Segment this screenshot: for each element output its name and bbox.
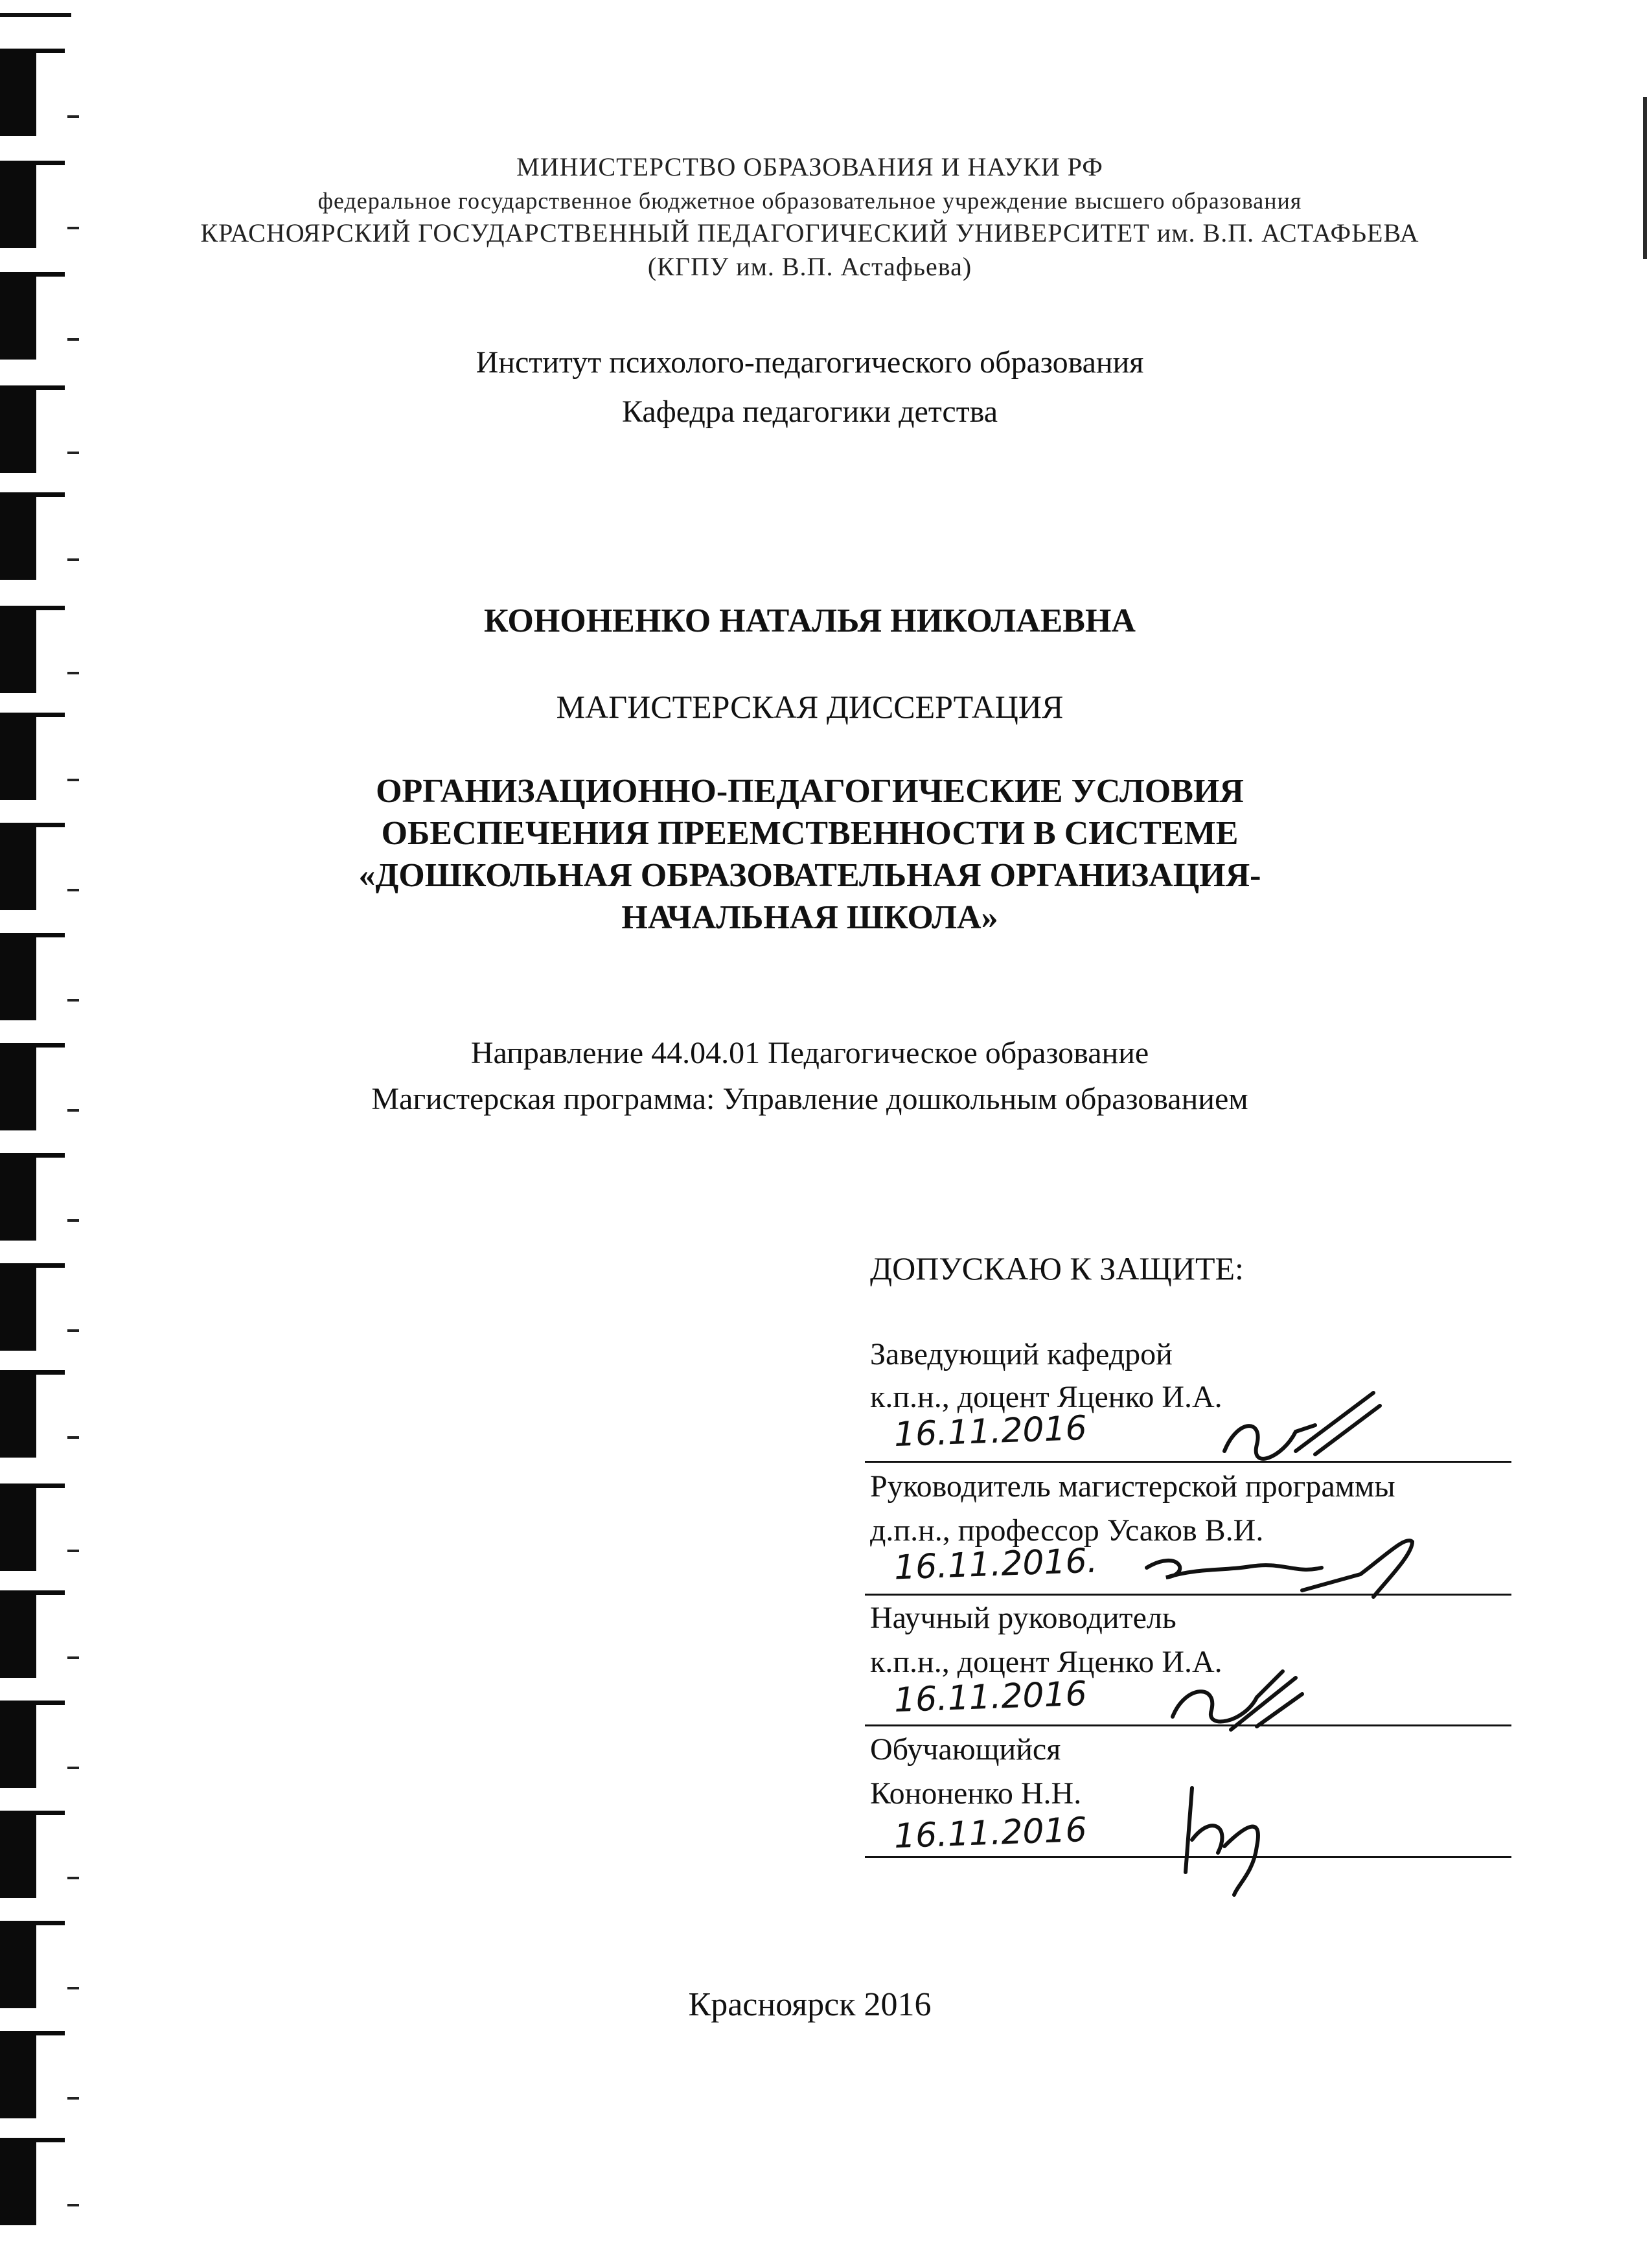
binding-mark: [0, 1590, 36, 1678]
binding-mark: [0, 1370, 36, 1458]
binding-mark: [0, 49, 36, 136]
binding-dash: [67, 1987, 79, 1989]
binding-mark: [0, 933, 36, 1020]
binding-mark: [0, 1811, 36, 1898]
binding-top-dash: [0, 13, 71, 17]
binding-mark: [0, 1153, 36, 1241]
binding-dash: [67, 1436, 79, 1439]
university-line: КРАСНОЯРСКИЙ ГОСУДАРСТВЕННЫЙ ПЕДАГОГИЧЕСКИЙ УНИВЕРСИТЕТ им. В.П. АСТАФЬЕВА: [200, 218, 1419, 247]
binding-dash: [67, 999, 79, 1002]
binding-mark: [0, 2138, 36, 2225]
binding-dash: [67, 1767, 79, 1769]
binding-mark: [0, 161, 36, 248]
work-type: МАГИСТЕРСКАЯ ДИССЕРТАЦИЯ: [556, 689, 1064, 725]
binding-dash: [67, 1219, 79, 1222]
binding-dash: [67, 2204, 79, 2206]
signatory-person: д.п.н., профессор Усаков В.И.: [870, 1513, 1264, 1548]
handwritten-date: 16.11.2016: [893, 1810, 1088, 1857]
signatory-person: Кононенко Н.Н.: [870, 1776, 1082, 1811]
binding-dash: [67, 1656, 79, 1659]
signature-icon: [1173, 1775, 1289, 1898]
binding-dash: [67, 452, 79, 454]
binding-dash: [67, 1109, 79, 1112]
binding-marks: [0, 0, 91, 2268]
author-name: КОНОНЕНКО НАТАЛЬЯ НИКОЛАЕВНА: [483, 602, 1136, 639]
chair-line: Кафедра педагогики детства: [621, 395, 998, 429]
handwritten-date: 16.11.2016: [893, 1674, 1088, 1721]
signatory-role: Заведующий кафедрой: [870, 1337, 1173, 1371]
binding-dash: [67, 1877, 79, 1879]
binding-mark: [0, 823, 36, 910]
signature-line: [865, 1856, 1511, 1858]
institute-line: Институт психолого-педагогического образования: [476, 345, 1144, 380]
signatory-role: Научный руководитель: [870, 1601, 1176, 1635]
thesis-title-line: ОРГАНИЗАЦИОННО-ПЕДАГОГИЧЕСКИЕ УСЛОВИЯ: [376, 773, 1244, 810]
binding-mark: [0, 385, 36, 473]
signature-icon: [1218, 1380, 1386, 1471]
handwritten-date: 16.11.2016.: [893, 1541, 1099, 1588]
signatory-person: к.п.н., доцент Яценко И.А.: [870, 1380, 1222, 1414]
binding-dash: [67, 338, 79, 341]
binding-dash: [67, 2097, 79, 2100]
binding-dash: [67, 1550, 79, 1552]
direction-line: Направление 44.04.01 Педагогическое образование: [470, 1036, 1149, 1070]
thesis-title-line: «ДОШКОЛЬНАЯ ОБРАЗОВАТЕЛЬНАЯ ОРГАНИЗАЦИЯ-: [358, 857, 1261, 894]
binding-dash: [67, 558, 79, 561]
binding-mark: [0, 713, 36, 800]
binding-mark: [0, 1483, 36, 1571]
binding-dash: [67, 227, 79, 229]
scan-edge-mark: [1643, 97, 1647, 259]
binding-mark: [0, 492, 36, 580]
city-year: Красноярск 2016: [688, 1986, 932, 2023]
binding-dash: [67, 115, 79, 118]
thesis-title-line: ОБЕСПЕЧЕНИЯ ПРЕЕМСТВЕННОСТИ В СИСТЕМЕ: [381, 815, 1239, 852]
approval-heading: ДОПУСКАЮ К ЗАЩИТЕ:: [870, 1250, 1244, 1287]
university-short-line: (КГПУ им. В.П. Астафьева): [647, 252, 972, 281]
ministry-line: МИНИСТЕРСТВО ОБРАЗОВАНИЯ И НАУКИ РФ: [516, 152, 1103, 181]
binding-dash: [67, 779, 79, 781]
binding-dash: [67, 1329, 79, 1332]
binding-mark: [0, 2031, 36, 2118]
master-program-line: Магистерская программа: Управление дошкольным образованием: [371, 1082, 1248, 1116]
binding-mark: [0, 1263, 36, 1351]
institution-type-line: федеральное государственное бюджетное образовательное учреждение высшего образования: [317, 188, 1302, 214]
binding-mark: [0, 1701, 36, 1788]
binding-mark: [0, 1921, 36, 2008]
signature-line: [865, 1461, 1511, 1463]
signatory-role: Обучающийся: [870, 1732, 1061, 1767]
binding-mark: [0, 1043, 36, 1130]
binding-dash: [67, 672, 79, 674]
signature-line: [865, 1594, 1511, 1596]
signatory-role: Руководитель магистерской программы: [870, 1469, 1395, 1504]
handwritten-date: 16.11.2016: [893, 1408, 1088, 1455]
binding-dash: [67, 889, 79, 891]
thesis-title-line: НАЧАЛЬНАЯ ШКОЛА»: [621, 899, 998, 936]
binding-mark: [0, 272, 36, 360]
signatory-person: к.п.н., доцент Яценко И.А.: [870, 1645, 1222, 1679]
binding-mark: [0, 606, 36, 693]
signature-line: [865, 1724, 1511, 1726]
